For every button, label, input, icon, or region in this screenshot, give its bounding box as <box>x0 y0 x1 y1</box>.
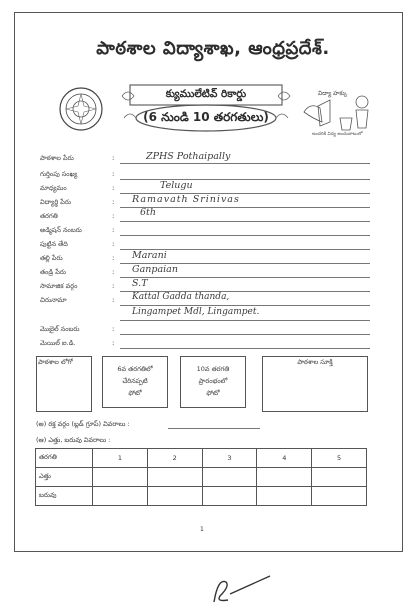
field-colon: : <box>112 254 115 262</box>
field-label-recognition-number: గుర్తింపు సంఖ్య <box>40 170 78 178</box>
table-header-row <box>36 449 367 468</box>
field-label-school-name: పాఠశాల పేరు <box>40 154 74 162</box>
table-cell <box>147 487 202 506</box>
photo-10th-label-1: 10వ తరగతి <box>196 365 230 373</box>
photo-10th-label-2: ప్రారంభంలో <box>198 377 228 385</box>
table-cell <box>257 487 312 506</box>
height-weight-heading: (ఆ) ఎత్తు, బరువు వివరాలు : <box>36 436 111 444</box>
banner-subtitle: (6 నుండి 10 తరగతులు) <box>143 110 269 124</box>
field-colon: : <box>112 226 115 234</box>
field-value-father-name: Ganpaian <box>132 264 178 275</box>
blood-group-heading: (అ) రక్త వర్గం (బ్లడ్ గ్రూప్) వివరాలు : <box>36 420 130 428</box>
school-motto-label: పాఠశాల సూక్తి <box>297 358 333 366</box>
field-value-address-line1: Kattal Gadda thanda, <box>132 292 230 302</box>
state-emblem-icon <box>58 86 104 132</box>
table-row <box>36 468 367 487</box>
field-label-admission-number: అడ్మిషన్ నంబరు <box>40 226 82 234</box>
field-line-address <box>120 305 370 306</box>
signature-mark <box>200 572 280 608</box>
table-col-5: 5 <box>312 449 367 468</box>
field-label-father-name: తండ్రి పేరు <box>40 268 66 276</box>
table-row <box>36 487 367 506</box>
table-cell <box>312 487 367 506</box>
height-weight-table <box>35 448 367 506</box>
field-value-class: 6th <box>140 207 156 218</box>
field-line-recognition-number <box>120 179 370 180</box>
table-row-height: ఎత్తు <box>36 468 93 487</box>
field-value-school-name: ZPHS Pothaipally <box>146 151 231 162</box>
field-label-social-category: సామాజిక వర్గం <box>40 282 78 290</box>
table-cell <box>147 468 202 487</box>
field-label-email-id: మెయిల్ ఐ.డి. <box>40 339 76 347</box>
table-col-4: 4 <box>257 449 312 468</box>
field-value-medium: Telugu <box>160 180 193 191</box>
page-number: 1 <box>200 526 204 533</box>
table-cell <box>202 468 257 487</box>
photo-6th-label-2: చేరినప్పటి <box>122 377 148 385</box>
field-line-father-name <box>120 277 370 278</box>
photo-6th-label-3: ఫోటో <box>128 389 142 397</box>
field-colon: : <box>112 339 115 347</box>
school-logo-label: పాఠశాల లోగో <box>38 358 73 366</box>
table-col-3: 3 <box>202 449 257 468</box>
field-label-mobile-number: మొబైల్ నంబరు <box>40 325 80 333</box>
table-header-class: తరగతి <box>36 449 93 468</box>
blood-group-line <box>168 428 260 429</box>
field-line-class <box>120 221 370 222</box>
field-label-date-of-birth: పుట్టిన తేది <box>40 240 68 248</box>
field-colon: : <box>112 268 115 276</box>
field-line-email-id <box>120 348 370 349</box>
field-value-student-name: Ramavath Srinivas <box>132 194 240 205</box>
field-colon: : <box>112 240 115 248</box>
field-colon: : <box>112 296 115 304</box>
right-logo-sublabel: అందరికి విద్య అందుబాటులో <box>312 132 363 137</box>
field-colon: : <box>112 154 115 162</box>
table-cell <box>202 487 257 506</box>
banner-title: క్యుములేటివ్ రికార్డు <box>165 88 247 100</box>
field-colon: : <box>112 325 115 333</box>
table-cell <box>312 468 367 487</box>
field-line-admission-number <box>120 235 370 236</box>
right-logo-label: విద్యా హక్కు <box>318 90 348 97</box>
field-value-social-category: S.T <box>132 278 148 289</box>
field-colon: : <box>112 184 115 192</box>
field-label-address: చిరునామా <box>40 296 67 304</box>
table-cell <box>257 468 312 487</box>
field-value-address-line2: Lingampet Mdl, Lingampet. <box>132 307 260 317</box>
field-label-student-name: విద్యార్థి పేరు <box>40 198 72 206</box>
field-label-mother-name: తల్లి పేరు <box>40 254 63 262</box>
field-colon: : <box>112 282 115 290</box>
table-cell <box>93 468 148 487</box>
field-colon: : <box>112 170 115 178</box>
field-label-class: తరగతి <box>40 212 58 220</box>
field-line-mobile-number <box>120 334 370 335</box>
table-col-2: 2 <box>147 449 202 468</box>
table-row-weight: బరువు <box>36 487 93 506</box>
photo-10th-label-3: ఫోటో <box>206 389 220 397</box>
field-line-address-2 <box>120 320 370 321</box>
table-col-1: 1 <box>93 449 148 468</box>
table-cell <box>93 487 148 506</box>
field-value-mother-name: Marani <box>132 250 167 261</box>
field-line-student-name <box>120 207 370 208</box>
page-title: పాఠశాల విద్యాశాఖ, ఆంధ్రప్రదేశ్. <box>96 38 330 59</box>
field-colon: : <box>112 198 115 206</box>
field-colon: : <box>112 212 115 220</box>
field-line-school-name <box>120 163 370 164</box>
field-label-medium: మాధ్యమం <box>40 184 67 192</box>
photo-6th-label-1: 6వ తరగతిలో <box>117 365 153 373</box>
